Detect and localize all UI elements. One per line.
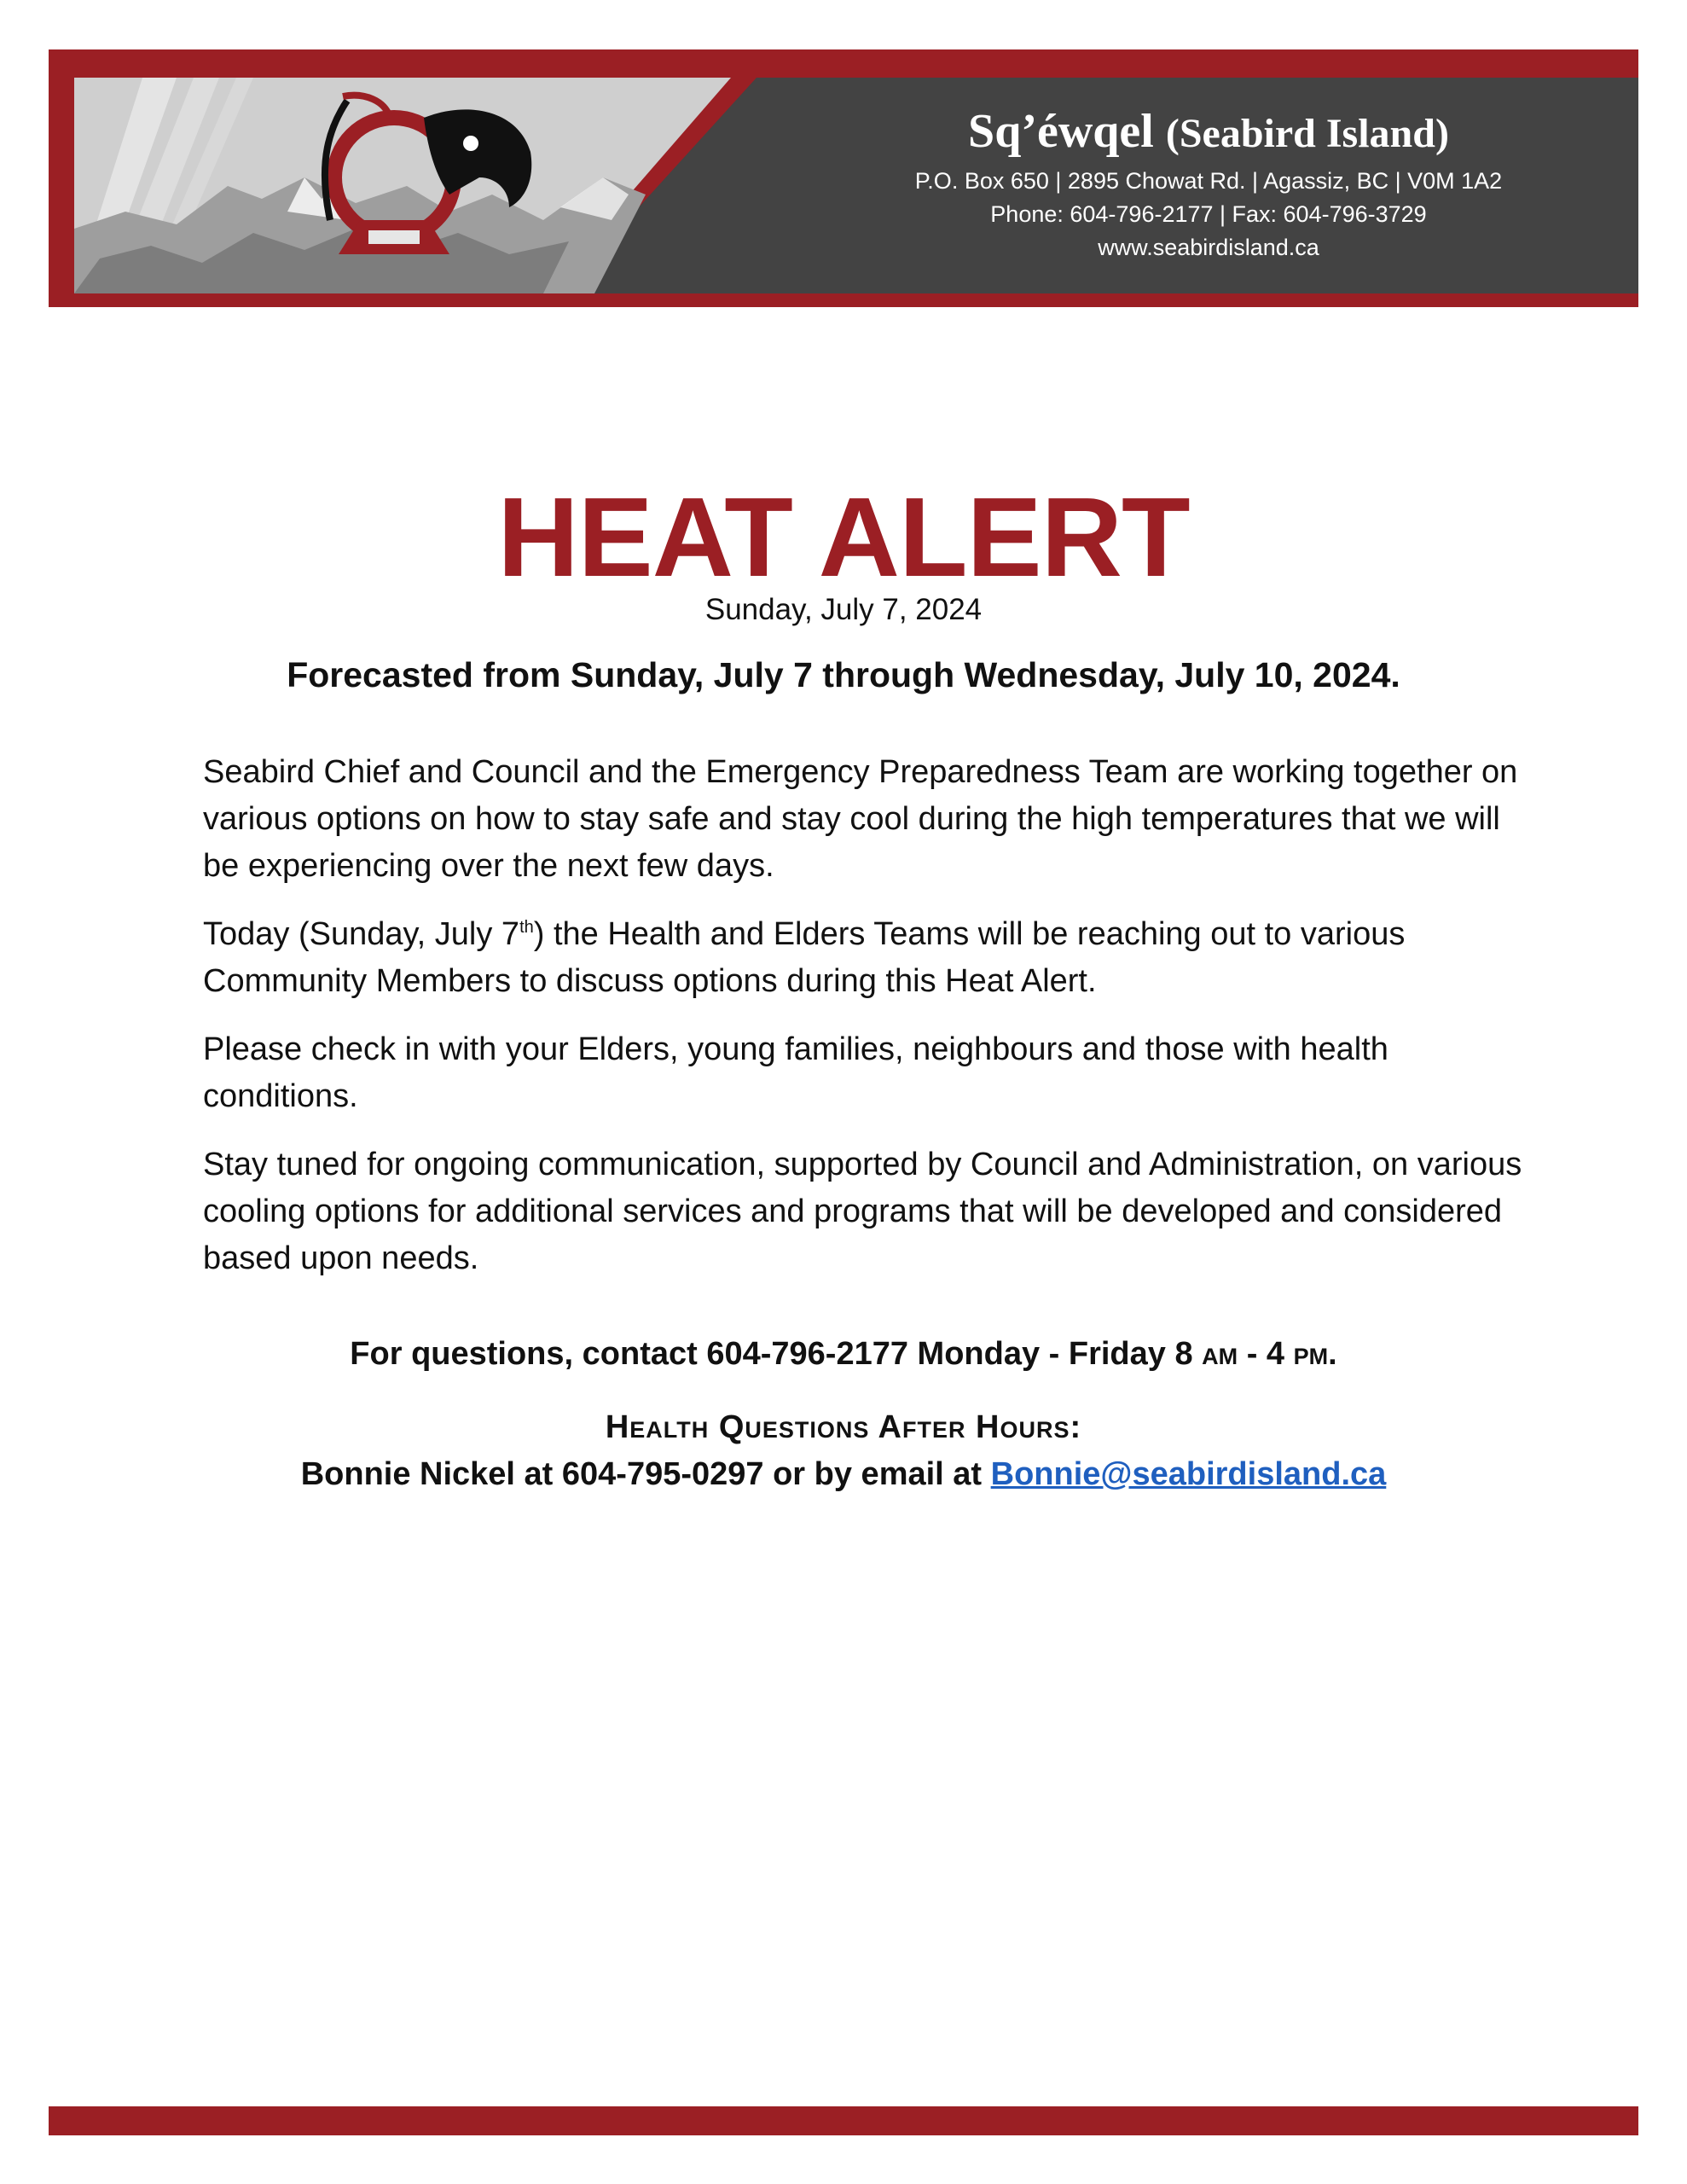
contact-text-start: For questions, contact 604-796-2177 Monday - Friday 8	[350, 1336, 1203, 1372]
org-info	[842, 101, 1575, 264]
letterhead	[49, 49, 1638, 307]
after-hours-block	[0, 1404, 1687, 1498]
issue-date: Sunday, July 7, 2024	[704, 593, 983, 626]
contact-pm: pm	[1293, 1336, 1329, 1372]
paragraph-2-superscript: th	[519, 918, 534, 937]
after-hours-heading: Health Questions After Hours:	[605, 1409, 1082, 1445]
org-phone-fax: Phone: 604-796-2177 | Fax: 604-796-3729	[990, 201, 1427, 227]
org-website[interactable]: www.seabirdisland.ca	[1098, 235, 1319, 260]
contact-am: am	[1202, 1336, 1238, 1372]
contact-line	[0, 1331, 1687, 1378]
paragraph-3: Please check in with your Elders, young families, neighbours and those with health conditions.	[203, 1031, 1388, 1114]
paragraph-4: Stay tuned for ongoing communication, supported by Council and Administration, on various cooling options for additional services and programs that will be developed and considered based upon needs.	[203, 1147, 1522, 1276]
body-text	[203, 749, 1533, 1304]
org-address: P.O. Box 650 | 2895 Chowat Rd. | Agassiz, BC | V0M 1A2	[914, 168, 1503, 194]
after-hours-text: Bonnie Nickel at 604-795-0297 or by email at	[300, 1456, 991, 1492]
paragraph-2	[203, 911, 1533, 1005]
paragraph-2-start: Today (Sunday, July 7	[203, 916, 520, 952]
org-name-sub: (Seabird Island)	[1165, 111, 1449, 156]
page-title: HEAT ALERT	[497, 474, 1190, 600]
after-hours-contact	[0, 1451, 1687, 1498]
paragraph-1: Seabird Chief and Council and the Emergency Preparedness Team are working together on various options on how to stay safe and stay cool during the high temperatures that we will be experiencing over the next few days.	[203, 754, 1518, 884]
email-link[interactable]: Bonnie@seabirdisland.ca	[990, 1456, 1387, 1492]
org-name	[842, 101, 1575, 165]
org-name-main: Sq’éwqel	[968, 105, 1154, 158]
contact-text-end: .	[1328, 1336, 1337, 1372]
footer-bar	[49, 2106, 1638, 2135]
contact-text-middle: - 4	[1238, 1336, 1294, 1372]
paragraph-2-end: ) the Health and Elders Teams will be reaching out to various Community Members to discuss options during this Heat Alert.	[203, 916, 1406, 999]
forecast-line: Forecasted from Sunday, July 7 through Wednesday, July 10, 2024.	[287, 655, 1400, 694]
